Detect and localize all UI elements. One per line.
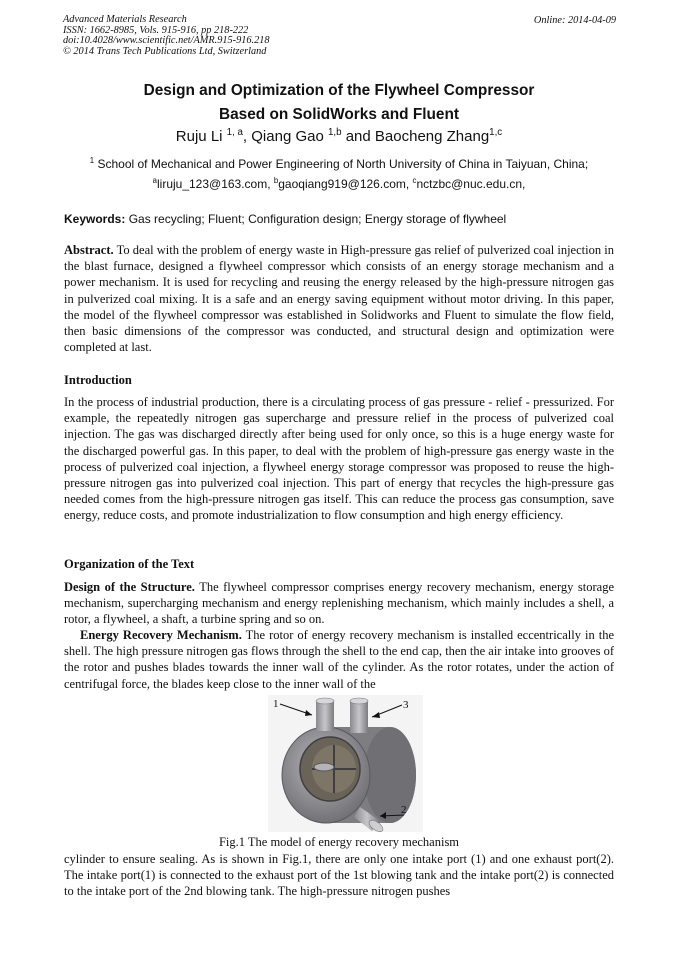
shaft xyxy=(314,763,334,771)
introduction-text: In the process of industrial production, there is a circulating process of gas pressure - relief - pressurized. For example, the repeatedly nitrogen gas supercharge and pressure relief in the process of pulverized coal injection. The gas was discharged directly after being used for only once, so this is a huge energy waste for the discharged powerful gas. In this paper, to deal with the problem of high-pressure gas energy waste in the process of pulverized coal injection, a flywheel energy storage compressor was proposed to reuse the high-pressure nitrogen gas into pulverized coal injection. This part of energy that recycles the high-pressure gas needed comes from the high-pressure nitrogen gas itself. This can reduce the process gas consumption, save energy, reduce costs, and promote industrialization to flow consumption and high energy efficiency. xyxy=(64,395,614,523)
erm-text: The rotor of energy recovery mechanism is installed eccentrically in the shell. The high pressure nitrogen gas flows through the shell to the end cap, then the air intake into grooves of the rotor and pushes blades towards the inner wall of the cylinder. As the rotor rotates, under the action of centrifugal force, the blades keep close to the inner wall of the xyxy=(64,628,615,691)
email-b-marker: b xyxy=(273,176,279,185)
email-c-marker: c xyxy=(412,176,417,185)
online-date: Online: 2014-04-09 xyxy=(533,15,616,26)
email-c: nctzbc@nuc.edu.cn, xyxy=(416,177,526,191)
keywords-text: Gas recycling; Fluent; Configuration design; Energy storage of flywheel xyxy=(125,212,507,226)
design-paragraph xyxy=(64,579,614,628)
design-text: The flywheel compressor comprises energy recovery mechanism, energy storage mechanism, supercharging mechanism and energy replenishing mechanism, which mainly includes a shell, a rotor, a flywheel, a shaft, a turbine spring and so on. xyxy=(64,580,615,627)
abstract-text: To deal with the problem of energy waste in High-pressure gas relief of pulverized coal injection in the blast furnace, designed a flywheel compressor which consists of an energy storage mechanism and a power mechanism. It is used for recycling and reusing the energy released by the high-pressure nitrogen gas in pulverized coal mixing. It is a safe and an energy saving equipment without motor driving. In this paper, the model of the flywheel compressor was established in Solidworks and Fluent to simulate the flow field, then basic dimensions of the compressor was conducted, and structural design and optimization were completed at last. xyxy=(64,243,614,355)
journal-name: Advanced Materials Research xyxy=(63,14,187,25)
author-3: and Baocheng Zhang xyxy=(341,128,490,145)
issn-line: ISSN: 1662-8985, Vols. 915-916, pp 218-222 xyxy=(63,24,249,36)
design-label: Design of the Structure. xyxy=(64,580,195,594)
intake-pipe-1-top xyxy=(316,698,334,704)
intake-pipe-3-top xyxy=(350,698,368,704)
introduction-heading: Introduction xyxy=(64,373,132,387)
copyright-line: © 2014 Trans Tech Publications Ltd, Switzerland xyxy=(63,45,267,57)
doi-line: doi:10.4028/www.scientific.net/AMR.915-916.218 xyxy=(63,35,270,47)
keywords-label: Keywords: xyxy=(64,212,126,226)
email-b: gaoqiang919@126.com, xyxy=(278,177,413,191)
erm-paragraph xyxy=(64,627,614,692)
intake-pipe-3 xyxy=(350,701,368,733)
figure-label-2: 2 xyxy=(401,804,407,816)
paper-title-line-1: Design and Optimization of the Flywheel Compressor xyxy=(143,82,535,99)
affiliation xyxy=(0,157,678,171)
abstract xyxy=(64,242,614,355)
affiliation-marker: 1 xyxy=(89,156,95,165)
author-2: , Qiang Gao xyxy=(242,128,328,145)
author-1: Ruju Li xyxy=(175,128,227,145)
email-list xyxy=(0,177,678,191)
figure-energy-recovery-model xyxy=(268,695,423,832)
author-3-affil: 1,c xyxy=(489,127,503,138)
organization-heading: Organization of the Text xyxy=(64,557,195,571)
figure-label-1: 1 xyxy=(273,698,279,710)
email-a: liruju_123@163.com, xyxy=(156,177,274,191)
email-a-marker: a xyxy=(152,176,157,185)
cylinder-back xyxy=(364,727,416,823)
continuation-paragraph: cylinder to ensure sealing. As is shown in Fig.1, there are only one intake port (1) and one exhaust port(2). The intake port(1) is connected to the exhaust port of the 1st blowing tank and the intake port(2) is connected to the intake port of the 2nd blowing tank. The high-pressure nitrogen pushes xyxy=(64,852,614,899)
figure-caption: Fig.1 The model of energy recovery mechanism xyxy=(218,835,460,849)
journal-header xyxy=(63,15,270,57)
intake-pipe-1 xyxy=(316,701,334,731)
author-list xyxy=(0,128,678,145)
author-2-affil: 1,b xyxy=(327,127,342,138)
affiliation-text: School of Mechanical and Power Engineering of North University of China in Taiyuan, China; xyxy=(94,157,589,171)
author-1-affil: 1, a xyxy=(226,127,243,138)
paper-title-line-2: Based on SolidWorks and Fluent xyxy=(218,106,459,123)
keywords xyxy=(64,212,506,226)
figure-label-3: 3 xyxy=(403,699,409,711)
abstract-label: Abstract. xyxy=(64,243,114,257)
erm-label: Energy Recovery Mechanism. xyxy=(80,628,242,642)
